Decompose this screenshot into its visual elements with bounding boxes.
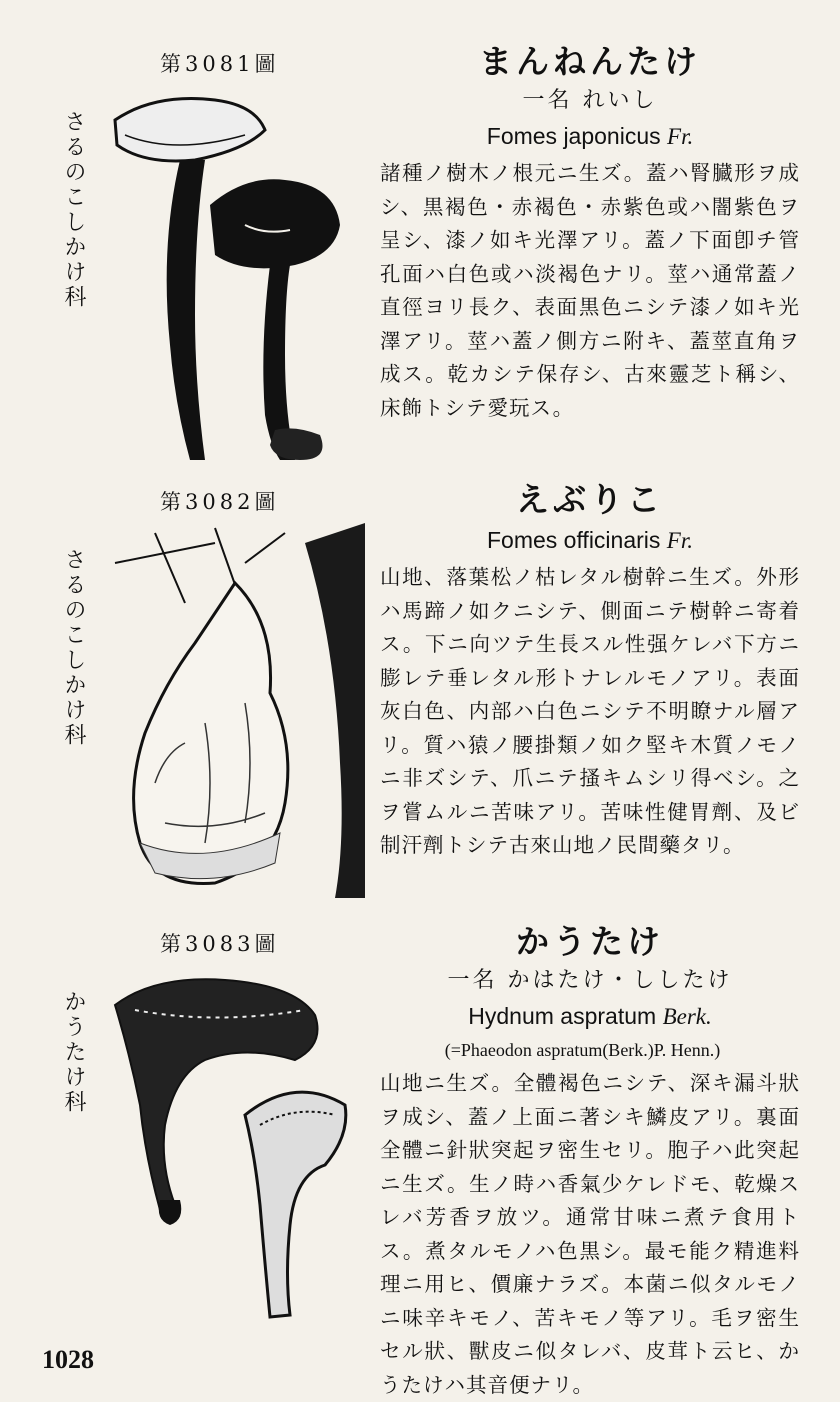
sci-author: Fr.	[667, 124, 694, 149]
sci-author: Berk.	[662, 1004, 712, 1029]
mushroom-illustration-eburiko	[95, 523, 365, 898]
scientific-name	[380, 998, 800, 1035]
entry-alias: 一名 かはたけ・ししたけ	[447, 968, 733, 993]
sci-genus: Fomes officinaris	[486, 527, 661, 553]
figure-label: 第3081圖	[160, 52, 280, 76]
sci-author: Fr.	[666, 528, 693, 553]
entry-3082	[0, 478, 840, 908]
page-number: 1028	[42, 1345, 94, 1374]
entry-title: かうたけ	[516, 922, 664, 961]
entry-alias: 一名 れいし	[522, 88, 658, 113]
family-name: かうたけ科	[61, 990, 86, 1115]
entry-text	[380, 40, 800, 425]
mushroom-illustration-koutake	[95, 965, 365, 1340]
sci-genus: Hydnum aspratum	[468, 1003, 657, 1029]
sci-genus: Fomes japonicus	[486, 123, 661, 149]
scientific-name	[380, 522, 800, 559]
entry-title: えぶりこ	[516, 480, 664, 519]
synonym: (=Phaeodon aspratum(Berk.)P. Henn.)	[444, 1040, 721, 1060]
entry-description: 山地ニ生ズ。全體褐色ニシテ、深キ漏斗狀ヲ成シ、蓋ノ上面ニ著シキ鱗皮アリ。裏面全體ニ針狀突起ヲ密生セリ。胞子ハ此突起ニ生ズ。生ノ時ハ香氣少ケレドモ、乾燥スレバ芳香ヲ放ツ。通常甘味ニ煮テ食用トス。煮タルモノハ色黒シ。最モ能ク精進料理ニ用ヒ、價廉ナラズ。本菌ニ似タルモノニ味辛キモノ、苦キモノ等アリ。毛ヲ密生セル狀、獸皮ニ似タレバ、皮茸ト云ヒ、かうたけハ其音便ナリ。	[380, 1071, 800, 1397]
family-name: さるのこしかけ科	[61, 548, 86, 748]
family-name: さるのこしかけ科	[61, 110, 86, 310]
entry-title: まんねんたけ	[479, 42, 701, 81]
scientific-name	[380, 118, 800, 155]
entry-description: 山地、落葉松ノ枯レタル樹幹ニ生ズ。外形ハ馬蹄ノ如クニシテ、側面ニテ樹幹ニ寄着ス。下ニ向ツテ生長スル性强ケレバ下方ニ膨レテ垂レタル形トナレルモノアリ。表面灰白色、内部ハ白色ニシテ不明瞭ナル層アリ。質ハ猿ノ腰掛類ノ如ク堅キ木質ノモノニ非ズシテ、爪ニテ搔キムシリ得ベシ。之ヲ嘗ムルニ苦味アリ。苦味性健胃劑、及ビ制汗劑トシテ古來山地ノ民間藥タリ。	[380, 565, 800, 857]
entry-description: 諸種ノ樹木ノ根元ニ生ズ。蓋ハ腎臓形ヲ成シ、黒褐色・赤褐色・赤紫色或ハ闇紫色ヲ呈シ、漆ノ如キ光澤アリ。蓋ノ下面卽チ管孔面ハ白色或ハ淡褐色ナリ。莖ハ通常蓋ノ直徑ヨリ長ク、表面黒色ニシテ漆ノ如キ光澤アリ。莖ハ蓋ノ側方ニ附キ、蓋莖直角ヲ成ス。乾カシテ保存シ、古來靈芝ト稱シ、床飾トシテ愛玩ス。	[380, 161, 800, 420]
entry-text	[380, 920, 800, 1402]
figure-label: 第3082圖	[160, 490, 280, 514]
entry-text	[380, 478, 800, 863]
mushroom-illustration-reishi	[95, 85, 365, 460]
figure-label: 第3083圖	[160, 932, 280, 956]
entry-3081	[0, 40, 840, 470]
